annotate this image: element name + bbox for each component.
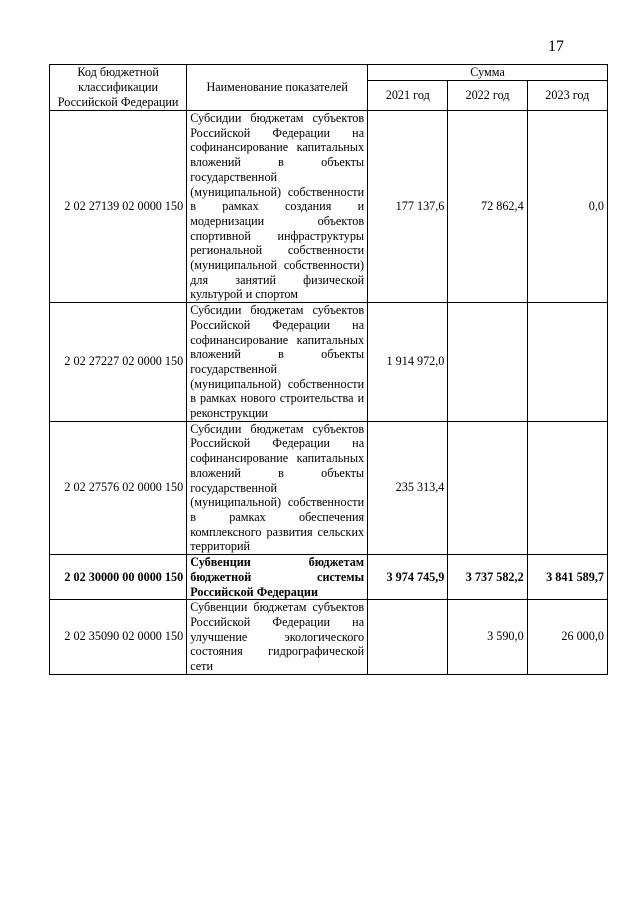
row-value-2023: 26 000,0: [527, 600, 607, 675]
row-name: Субсидии бюджетам субъектов Российской Федерации на софинансирование капитальных вложений в объекты государственной (муниципальной) собственности в рамках нового строительства и реконструкции: [187, 303, 368, 422]
row-value-2021: 3 974 745,9: [368, 555, 448, 600]
table-row: [50, 421, 608, 554]
row-value-2021: 235 313,4: [368, 421, 448, 554]
row-name: Субсидии бюджетам субъектов Российской Федерации на софинансирование капитальных вложений в объекты государственной (муниципальной) собственности в рамках обеспечения комплексного развития сельских территорий: [187, 421, 368, 554]
row-value-2023: 0,0: [527, 111, 607, 303]
row-code: 2 02 27139 02 0000 150: [50, 111, 187, 303]
header-sum: Сумма: [368, 65, 608, 81]
table-row-subtotal: [50, 555, 608, 600]
header-code: Код бюджетной классификации Российской Федерации: [50, 65, 187, 111]
row-value-2021: 177 137,6: [368, 111, 448, 303]
header-name: Наименование показателей: [187, 65, 368, 111]
row-value-2022: 3 737 582,2: [448, 555, 527, 600]
row-value-2023: [527, 303, 607, 422]
row-code: 2 02 27576 02 0000 150: [50, 421, 187, 554]
row-name: Субвенции бюджетам субъектов Российской Федерации на улучшение экологического состояния гидрографической сети: [187, 600, 368, 675]
table-row: [50, 600, 608, 675]
table-row: [50, 303, 608, 422]
row-code: 2 02 27227 02 0000 150: [50, 303, 187, 422]
row-code: 2 02 30000 00 0000 150: [50, 555, 187, 600]
row-name: Субвенции бюджетам бюджетной системы Российской Федерации: [187, 555, 368, 600]
table-row: [50, 111, 608, 303]
row-value-2022: 72 862,4: [448, 111, 527, 303]
row-value-2023: 3 841 589,7: [527, 555, 607, 600]
row-value-2022: [448, 421, 527, 554]
header-year-2021: 2021 год: [368, 81, 448, 111]
row-value-2022: 3 590,0: [448, 600, 527, 675]
row-value-2021: 1 914 972,0: [368, 303, 448, 422]
row-name: Субсидии бюджетам субъектов Российской Федерации на софинансирование капитальных вложений в объекты государственной (муниципальной) собственности в рамках создания и модернизации объектов спортивной инфраструктуры региональной собственности (муниципальной собственности) для занятий физической культурой и спортом: [187, 111, 368, 303]
header-year-2023: 2023 год: [527, 81, 607, 111]
row-code: 2 02 35090 02 0000 150: [50, 600, 187, 675]
row-value-2021: [368, 600, 448, 675]
header-year-2022: 2022 год: [448, 81, 527, 111]
row-value-2022: [448, 303, 527, 422]
page-number: 17: [548, 38, 564, 55]
budget-revenue-table: [49, 64, 608, 675]
row-value-2023: [527, 421, 607, 554]
